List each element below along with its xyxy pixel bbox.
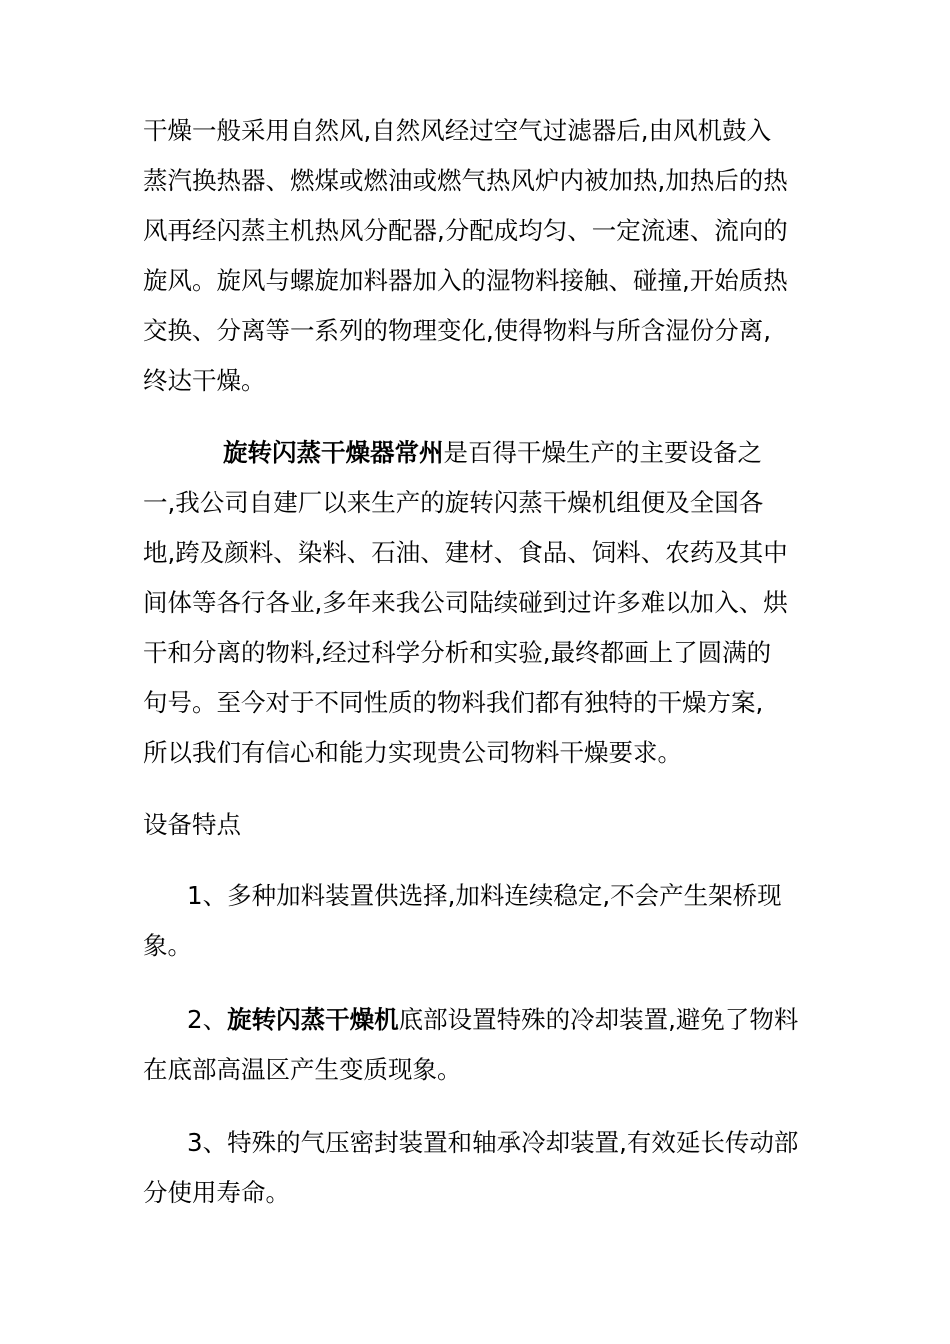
paragraph-2-line-2: 一,我公司自建厂以来生产的旋转闪蒸干燥机组便及全国各: [143, 488, 764, 517]
feature-item-1-line-2: 象。: [143, 931, 192, 960]
paragraph-1-line-4: 旋风。旋风与螺旋加料器加入的湿物料接触、碰撞,开始质热: [143, 266, 788, 295]
feature-item-1-line-1: 1、多种加料装置供选择,加料连续稳定,不会产生架桥现: [187, 881, 782, 910]
paragraph-2-line-5: 干和分离的物料,经过科学分析和实验,最终都画上了圆满的: [143, 638, 772, 667]
feature-item-2-text: 底部设置特殊的冷却装置,避免了物料: [398, 1005, 799, 1034]
paragraph-2-line-4: 间体等各行各业,多年来我公司陆续碰到过许多难以加入、烘: [143, 588, 788, 617]
paragraph-2-line-3: 地,跨及颜料、染料、石油、建材、食品、饲料、农药及其中: [143, 538, 788, 567]
paragraph-2-line-1-text: 是百得干燥生产的主要设备之: [443, 438, 762, 467]
paragraph-1-line-3: 风再经闪蒸主机热风分配器,分配成均匀、一定流速、流向的: [143, 216, 788, 245]
paragraph-1-line-5: 交换、分离等一系列的物理变化,使得物料与所含湿份分离,: [143, 316, 772, 345]
paragraph-1-line-2: 蒸汽换热器、燃煤或燃油或燃气热风炉内被加热,加热后的热: [143, 166, 788, 195]
feature-item-3-line-2: 分使用寿命。: [143, 1178, 290, 1207]
paragraph-2-line-6: 句号。至今对于不同性质的物料我们都有独特的干燥方案,: [143, 688, 764, 717]
feature-item-2-line-1: [187, 1005, 813, 1035]
paragraph-2-line-1: [223, 438, 813, 468]
features-heading: 设备特点: [143, 810, 241, 839]
feature-item-2-bold: 旋转闪蒸干燥机: [227, 1005, 399, 1034]
paragraph-2-line-7: 所以我们有信心和能力实现贵公司物料干燥要求。: [143, 738, 682, 767]
paragraph-1-line-1: 干燥一般采用自然风,自然风经过空气过滤器后,由风机鼓入: [143, 116, 772, 145]
feature-item-3-line-1: 3、特殊的气压密封装置和轴承冷却装置,有效延长传动部: [187, 1128, 799, 1157]
paragraph-1-line-6: 终达干燥。: [143, 366, 266, 395]
feature-item-2-prefix: 2、: [187, 1005, 228, 1034]
feature-item-2-line-2: 在底部高温区产生变质现象。: [143, 1055, 462, 1084]
product-name-bold: 旋转闪蒸干燥器常州: [223, 438, 444, 467]
